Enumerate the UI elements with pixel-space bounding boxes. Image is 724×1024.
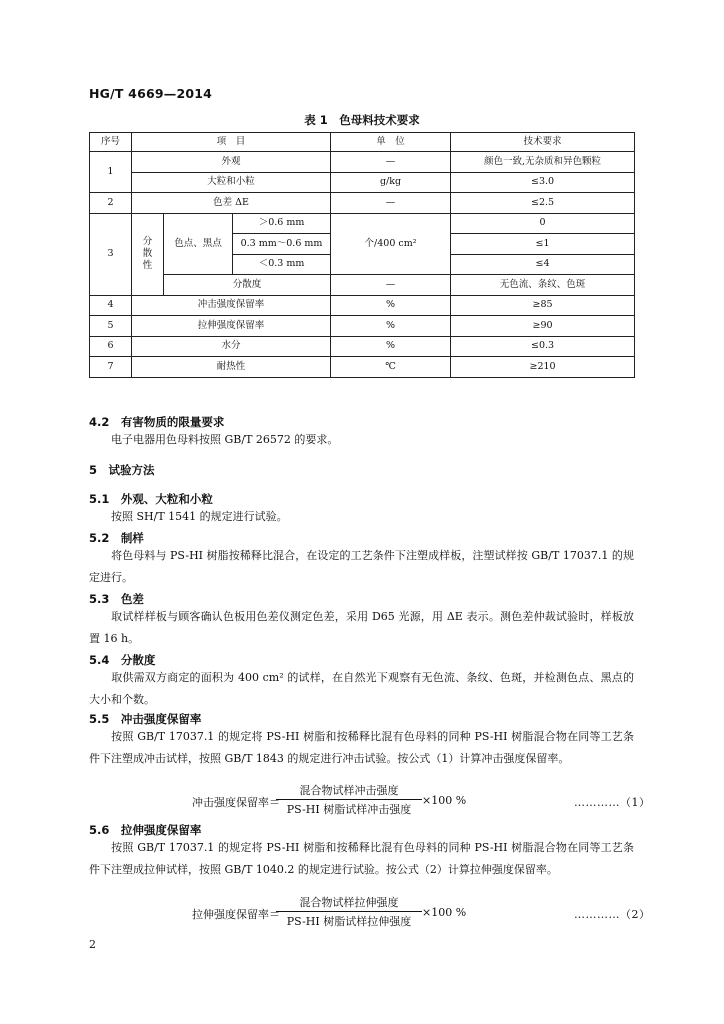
cell-requirement: ≥85 xyxy=(451,295,635,316)
formula-fraction xyxy=(276,894,422,929)
cell-unit: % xyxy=(331,295,451,316)
cell-unit: ℃ xyxy=(331,357,451,378)
cell-unit: 个/400 cm² xyxy=(331,213,451,275)
cell-size: 0.3 mm～0.6 mm xyxy=(233,234,331,255)
section-heading-5-2: 5.2 制样 xyxy=(89,531,144,545)
section-text-5-3: 取试样样板与顾客确认色板用色差仪测定色差，采用 D65 光源，用 ΔE 表示。测色差仲裁试验时，样板放置 16 h。 xyxy=(89,610,634,645)
cell-group-dispersion xyxy=(132,213,164,295)
header-unit: 单 位 xyxy=(331,133,451,152)
table-row xyxy=(90,295,635,316)
cell-no: 3 xyxy=(90,213,132,295)
cell-item: 大粒和小粒 xyxy=(132,172,331,193)
table-row xyxy=(90,275,635,296)
cell-size: ＜0.3 mm xyxy=(233,254,331,275)
section-heading-5-1: 5.1 外观、大粒和小粒 xyxy=(89,492,213,506)
formula-fraction xyxy=(276,782,422,817)
cell-item: 分散度 xyxy=(164,275,331,296)
header-requirement: 技术要求 xyxy=(451,133,635,152)
table-row xyxy=(90,336,635,357)
cell-item: 色差 ΔE xyxy=(132,193,331,214)
cell-subitem: 色点、黑点 xyxy=(164,213,233,275)
cell-requirement: ≤4 xyxy=(451,254,635,275)
cell-item: 冲击强度保留率 xyxy=(132,295,331,316)
group-label: 分散性 xyxy=(142,236,153,271)
cell-requirement: ≤1 xyxy=(451,234,635,255)
section-text-5-6: 按照 GB/T 17037.1 的规定将 PS-HI 树脂和按稀释比混有色母料的同种 PS-HI 树脂混合物在同等工艺条件下注塑成拉伸试样，按照 GB/T 1040.2 的规定进行试验。按公式（2）计算拉伸强度保留率。 xyxy=(89,841,634,876)
header-item: 项 目 xyxy=(132,133,331,152)
page-number: 2 xyxy=(89,938,96,951)
table-row xyxy=(90,357,635,378)
formula-number: …………（2） xyxy=(574,908,651,921)
cell-unit: % xyxy=(331,316,451,337)
formula-lhs: 冲击强度保留率＝ xyxy=(192,796,280,809)
cell-no: 7 xyxy=(90,357,132,378)
cell-unit: — xyxy=(331,152,451,173)
table-row xyxy=(90,193,635,214)
section-text-5-5: 按照 GB/T 17037.1 的规定将 PS-HI 树脂和按稀释比混有色母料的同种 PS-HI 树脂混合物在同等工艺条件下注塑成冲击试样，按照 GB/T 1843 的规定进行冲击试验。按公式（1）计算冲击强度保留率。 xyxy=(89,730,634,765)
cell-size: ＞0.6 mm xyxy=(233,213,331,234)
section-heading-5-3: 5.3 色差 xyxy=(89,592,144,606)
cell-item: 水分 xyxy=(132,336,331,357)
cell-item: 外观 xyxy=(132,152,331,173)
table-header-row xyxy=(90,133,635,152)
cell-requirement: ≤3.0 xyxy=(451,172,635,193)
cell-no: 2 xyxy=(90,193,132,214)
cell-requirement: 0 xyxy=(451,213,635,234)
cell-requirement: 颜色一致,无杂质和异色颗粒 xyxy=(451,152,635,173)
formula-numerator: 混合物试样冲击强度 xyxy=(276,782,422,800)
cell-unit: — xyxy=(331,275,451,296)
section-text-4-2: 电子电器用色母料按照 GB/T 26572 的要求。 xyxy=(111,433,339,446)
cell-requirement: ≤2.5 xyxy=(451,193,635,214)
standard-number: HG/T 4669—2014 xyxy=(89,86,213,101)
formula-numerator: 混合物试样拉伸强度 xyxy=(276,894,422,912)
section-heading-5-4: 5.4 分散度 xyxy=(89,653,156,667)
section-heading-4-2: 4.2 有害物质的限量要求 xyxy=(89,415,225,429)
formula-lhs: 拉伸强度保留率＝ xyxy=(192,908,280,921)
section-heading-5-5: 5.5 冲击强度保留率 xyxy=(89,712,202,726)
table-row xyxy=(90,172,635,193)
cell-unit: % xyxy=(331,336,451,357)
cell-requirement: ≥90 xyxy=(451,316,635,337)
cell-no: 6 xyxy=(90,336,132,357)
header-no: 序号 xyxy=(90,133,132,152)
cell-requirement: ≤0.3 xyxy=(451,336,635,357)
cell-no: 1 xyxy=(90,152,132,193)
formula-denominator: PS-HI 树脂试样冲击强度 xyxy=(286,803,412,816)
table-row xyxy=(90,152,635,173)
section-text-5-1: 按照 SH/T 1541 的规定进行试验。 xyxy=(111,510,288,523)
spec-table xyxy=(89,132,635,378)
section-text-5-4: 取供需双方商定的面积为 400 cm² 的试样，在自然光下观察有无色流、条纹、色斑，并检测色点、黑点的大小和个数。 xyxy=(89,671,634,706)
cell-no: 5 xyxy=(90,316,132,337)
cell-item: 耐热性 xyxy=(132,357,331,378)
table-row xyxy=(90,316,635,337)
formula-multiplier: ×100 % xyxy=(422,906,467,919)
formula-denominator: PS-HI 树脂试样拉伸强度 xyxy=(286,915,412,928)
formula-multiplier: ×100 % xyxy=(422,794,467,807)
cell-unit: g/kg xyxy=(331,172,451,193)
formula-number: …………（1） xyxy=(574,796,651,809)
section-text-5-2: 将色母料与 PS-HI 树脂按稀释比混合，在设定的工艺条件下注塑成样板，注塑试样按 GB/T 17037.1 的规定进行。 xyxy=(89,549,634,584)
cell-unit: — xyxy=(331,193,451,214)
cell-requirement: ≥210 xyxy=(451,357,635,378)
cell-requirement: 无色流、条纹、色斑 xyxy=(451,275,635,296)
table-title: 表 1 色母料技术要求 xyxy=(304,113,420,127)
cell-item: 拉伸强度保留率 xyxy=(132,316,331,337)
table-row xyxy=(90,213,635,234)
cell-no: 4 xyxy=(90,295,132,316)
section-heading-5-6: 5.6 拉伸强度保留率 xyxy=(89,823,202,837)
section-heading-5: 5 试验方法 xyxy=(89,463,155,477)
